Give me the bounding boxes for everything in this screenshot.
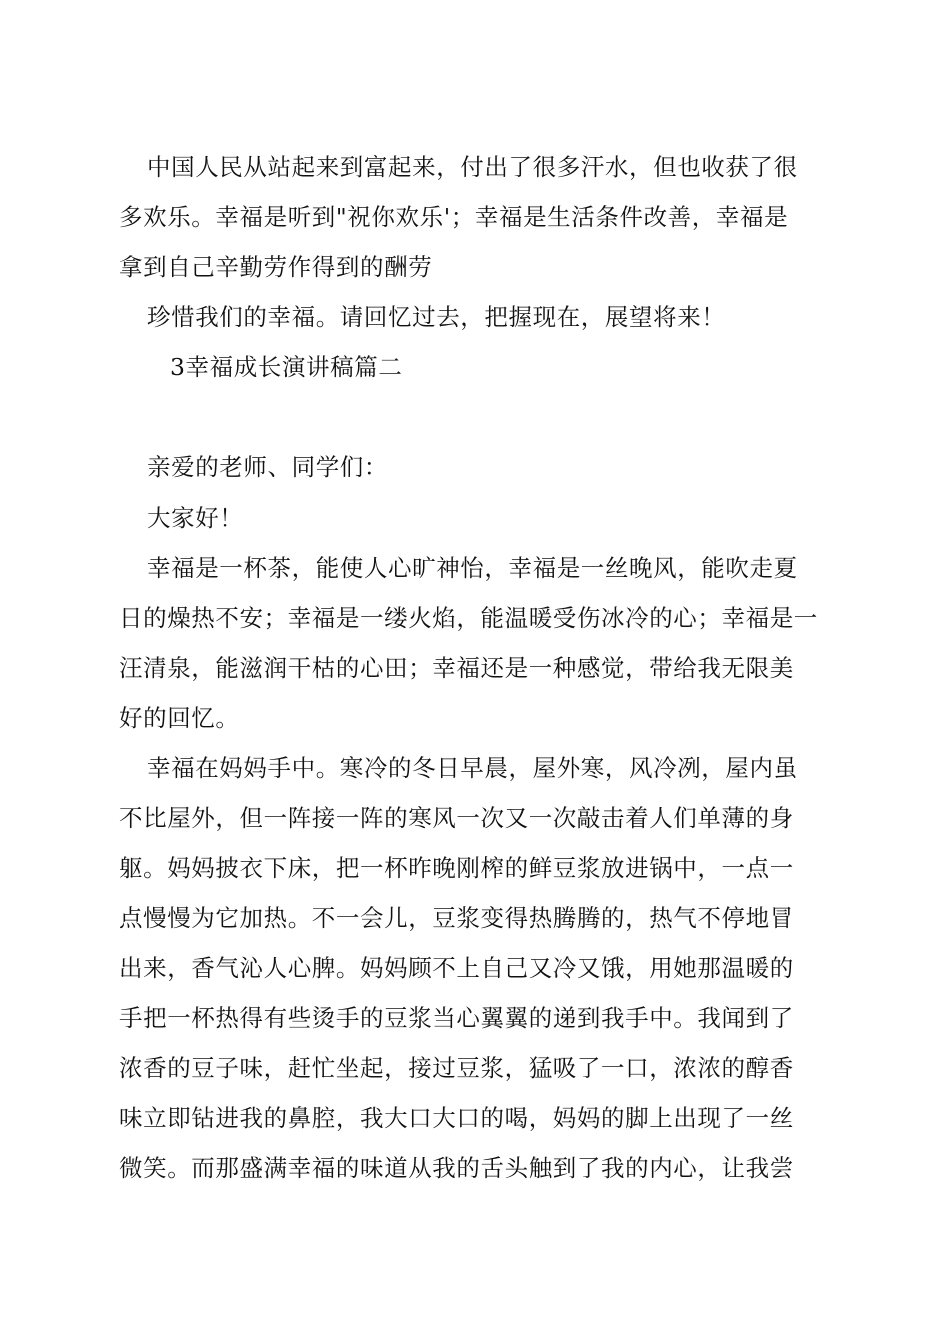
paragraph-line: 微笑。而那盛满幸福的味道从我的舌头触到了我的内心，让我尝 (119, 1154, 794, 1182)
paragraph-line: 幸福在妈妈手中。寒冷的冬日早晨，屋外寒，风冷冽，屋内虽 (147, 754, 798, 782)
paragraph-line: 多欢乐。幸福是听到"祝你欢乐'；幸福是生活条件改善，幸福是 (119, 203, 789, 231)
paragraph-line: 浓香的豆子味，赶忙坐起，接过豆浆，猛吸了一口，浓浓的醇香 (119, 1054, 794, 1082)
paragraph-line: 躯。妈妈披衣下床，把一杯昨晚刚榨的鲜豆浆放进锅中，一点一 (119, 854, 794, 882)
paragraph-line: 汪清泉，能滋润干枯的心田；幸福还是一种感觉，带给我无限美 (119, 654, 794, 682)
paragraph-line: 好的回忆。 (119, 704, 240, 732)
paragraph-line: 手把一杯热得有些烫手的豆浆当心翼翼的递到我手中。我闻到了 (119, 1004, 794, 1032)
section-heading: 3幸福成长演讲稿篇二 (170, 353, 403, 381)
paragraph-line: 点慢慢为它加热。不一会儿，豆浆变得热腾腾的，热气不停地冒 (119, 904, 794, 932)
paragraph-line: 珍惜我们的幸福。请回忆过去，把握现在，展望将来！ (147, 303, 726, 331)
paragraph-line: 出来，香气沁人心脾。妈妈顾不上自己又冷又饿，用她那温暖的 (119, 954, 794, 982)
paragraph-line: 中国人民从站起来到富起来，付出了很多汗水，但也收获了很 (147, 153, 798, 181)
salutation: 亲爱的老师、同学们： (147, 453, 388, 481)
greeting: 大家好！ (147, 504, 244, 532)
paragraph-line: 不比屋外，但一阵接一阵的寒风一次又一次敲击着人们单薄的身 (119, 804, 794, 832)
paragraph-line: 拿到自己辛勤劳作得到的酬劳 (119, 253, 433, 281)
paragraph-line: 味立即钻进我的鼻腔，我大口大口的喝，妈妈的脚上出现了一丝 (119, 1104, 794, 1132)
paragraph-line: 日的燥热不安；幸福是一缕火焰，能温暖受伤冰冷的心；幸福是一 (119, 604, 818, 632)
paragraph-line: 幸福是一杯茶，能使人心旷神怡，幸福是一丝晚风，能吹走夏 (147, 554, 798, 582)
